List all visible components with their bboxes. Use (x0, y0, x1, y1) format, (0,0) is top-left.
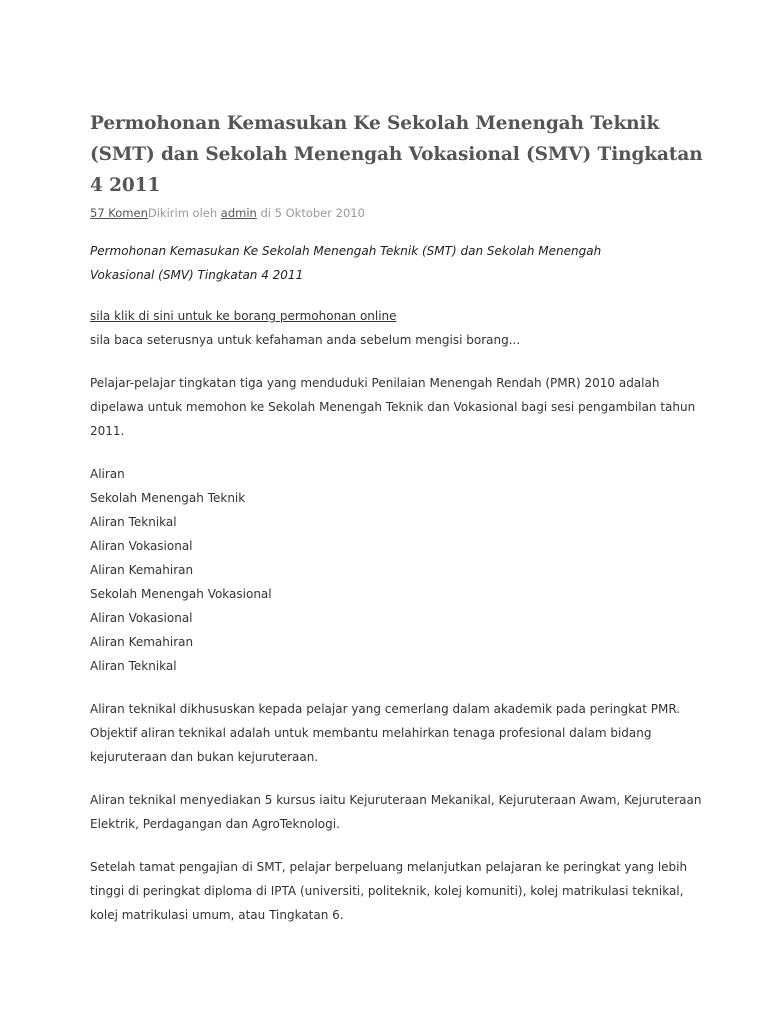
list-item: Aliran Teknikal (90, 659, 177, 673)
read-more-text: sila baca seterusnya untuk kefahaman anda sebelum mengisi borang... (90, 333, 521, 347)
paragraph-further-study: Setelah tamat pengajian di SMT, pelajar berpeluang melanjutkan pelajaran ke peringkat yang lebih tinggi di peringkat diploma di IPTA (universiti, politeknik, kolej komuniti), kolej matrikulasi teknikal, kolej matrikulasi umum, atau Tingkatan 6. (90, 860, 688, 922)
list-item: Sekolah Menengah Vokasional (90, 587, 272, 601)
author-link[interactable]: admin (220, 206, 257, 220)
paragraph-courses: Aliran teknikal menyediakan 5 kursus iaitu Kejuruteraan Mekanikal, Kejuruteraan Awam, Kejuruteraan Elektrik, Perdagangan dan AgroTeknologi. (90, 793, 702, 831)
list-item: Aliran Vokasional (90, 539, 193, 553)
post-date: di 5 Oktober 2010 (256, 206, 365, 220)
list-item: Aliran Kemahiran (90, 563, 194, 577)
post-meta (90, 204, 710, 222)
apply-online-link[interactable]: sila klik di sini untuk ke borang permohonan online (90, 309, 397, 323)
list-item: Aliran Teknikal (90, 515, 177, 529)
paragraph-intro: Pelajar-pelajar tingkatan tiga yang menduduki Penilaian Menengah Rendah (PMR) 2010 adalah dipelawa untuk memohon ke Sekolah Menengah Teknik dan Vokasional bagi sesi pengambilan tahun 2011. (90, 376, 696, 438)
apply-section (90, 304, 710, 352)
list-item: Aliran (90, 467, 125, 481)
comments-link[interactable]: 57 Komen (90, 206, 148, 220)
stream-list (90, 462, 710, 678)
list-item: Aliran Kemahiran (90, 635, 194, 649)
post-intro: Permohonan Kemasukan Ke Sekolah Menengah Teknik (SMT) dan Sekolah Menengah Vokasional (SMV) Tingkatan 4 2011 (90, 244, 602, 282)
blog-post (90, 108, 710, 927)
post-title: Permohonan Kemasukan Ke Sekolah Menengah Teknik (SMT) dan Sekolah Menengah Vokasional (SMV) Tingkatan 4 2011 (90, 113, 703, 196)
posted-by-text: Dikirim oleh (147, 206, 221, 220)
list-item: Aliran Vokasional (90, 611, 193, 625)
list-item: Sekolah Menengah Teknik (90, 491, 246, 505)
paragraph-technical-stream: Aliran teknikal dikhususkan kepada pelajar yang cemerlang dalam akademik pada peringkat PMR. Objektif aliran teknikal adalah untuk membantu melahirkan tenaga profesional dalam bidang kejuruteraan dan bukan kejuruteraan. (90, 702, 681, 764)
